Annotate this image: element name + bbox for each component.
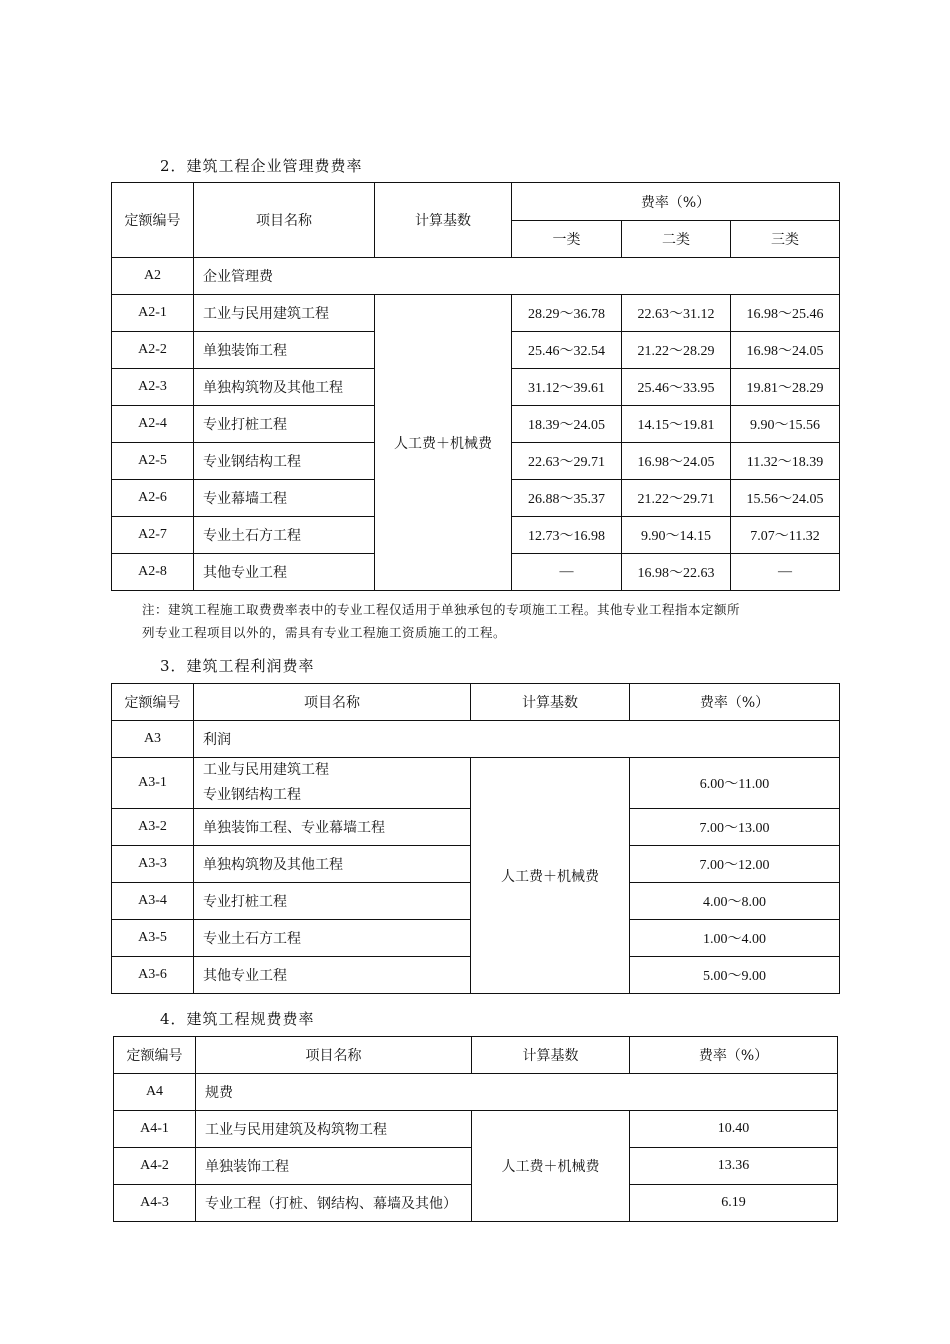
row-name: 专业打桩工程	[194, 883, 471, 920]
rate-class3: 16.98～25.46	[731, 295, 840, 332]
rate-value: 5.00～9.00	[630, 957, 840, 994]
rate-value: 13.36	[630, 1148, 838, 1185]
rate-class1: 28.29～36.78	[512, 295, 622, 332]
row-name: 其他专业工程	[194, 554, 375, 591]
rate-class1: 18.39～24.05	[512, 406, 622, 443]
row-name: 工业与民用建筑工程	[194, 295, 375, 332]
row-code: A3-4	[112, 883, 194, 920]
base-value: 人工费＋机械费	[375, 295, 512, 591]
header-rate: 费率（%）	[630, 1037, 838, 1074]
rate-class1: 26.88～35.37	[512, 480, 622, 517]
row-name: 专业钢结构工程	[194, 443, 375, 480]
row-name: 单独装饰工程	[196, 1148, 472, 1185]
rate-class2: 25.46～33.95	[622, 369, 731, 406]
table-note	[142, 598, 822, 644]
row-code: A2-3	[112, 369, 194, 406]
header-code: 定额编号	[112, 183, 194, 258]
row-code: A2-6	[112, 480, 194, 517]
rate-value: 6.19	[630, 1185, 838, 1222]
row-code: A3-3	[112, 846, 194, 883]
section3-heading: 3．建筑工程利润费率	[160, 657, 315, 675]
group-name: 利润	[194, 721, 840, 758]
rate-value: 10.40	[630, 1111, 838, 1148]
group-code: A3	[112, 721, 194, 758]
header-base: 计算基数	[472, 1037, 630, 1074]
rate-value: 6.00～11.00	[630, 758, 840, 809]
header-base: 计算基数	[375, 183, 512, 258]
rate-class2: 9.90～14.15	[622, 517, 731, 554]
rate-class2: 16.98～24.05	[622, 443, 731, 480]
header-code: 定额编号	[114, 1037, 196, 1074]
rate-value: 1.00～4.00	[630, 920, 840, 957]
row-name: 单独构筑物及其他工程	[194, 846, 471, 883]
regulatory-fee-table	[113, 1036, 838, 1222]
header-class1: 一类	[512, 221, 622, 258]
rate-class1: —	[512, 554, 622, 591]
group-name: 企业管理费	[194, 258, 840, 295]
management-fee-table	[111, 182, 840, 591]
row-name: 专业幕墙工程	[194, 480, 375, 517]
row-code: A2-8	[112, 554, 194, 591]
row-code: A2-2	[112, 332, 194, 369]
row-name: 专业土石方工程	[194, 517, 375, 554]
rate-class3: 19.81～28.29	[731, 369, 840, 406]
rate-value: 7.00～13.00	[630, 809, 840, 846]
row-code: A3-6	[112, 957, 194, 994]
row-name: 单独装饰工程、专业幕墙工程	[194, 809, 471, 846]
rate-class2: 14.15～19.81	[622, 406, 731, 443]
table-row	[112, 758, 840, 809]
row-name-line: 工业与民用建筑工程	[203, 762, 329, 778]
row-code: A3-5	[112, 920, 194, 957]
header-code: 定额编号	[112, 684, 194, 721]
header-base: 计算基数	[471, 684, 630, 721]
rate-class1: 12.73～16.98	[512, 517, 622, 554]
rate-value: 4.00～8.00	[630, 883, 840, 920]
base-value: 人工费＋机械费	[472, 1111, 630, 1222]
header-name: 项目名称	[196, 1037, 472, 1074]
row-code: A2-1	[112, 295, 194, 332]
profit-rate-table	[111, 683, 840, 994]
row-code: A2-4	[112, 406, 194, 443]
rate-class3: 16.98～24.05	[731, 332, 840, 369]
group-name: 规费	[196, 1074, 838, 1111]
rate-class2: 22.63～31.12	[622, 295, 731, 332]
section4-heading: 4．建筑工程规费费率	[160, 1010, 315, 1028]
row-name: 专业工程（打桩、钢结构、幕墙及其他）	[196, 1185, 472, 1222]
header-class2: 二类	[622, 221, 731, 258]
base-value: 人工费＋机械费	[471, 758, 630, 994]
row-code: A3-2	[112, 809, 194, 846]
header-rate: 费率（%）	[512, 183, 840, 221]
row-name: 专业土石方工程	[194, 920, 471, 957]
row-name: 单独构筑物及其他工程	[194, 369, 375, 406]
header-rate: 费率（%）	[630, 684, 840, 721]
row-name: 单独装饰工程	[194, 332, 375, 369]
rate-class2: 21.22～28.29	[622, 332, 731, 369]
row-name: 专业打桩工程	[194, 406, 375, 443]
table-row	[114, 1111, 838, 1148]
row-code: A2-5	[112, 443, 194, 480]
table-row	[112, 295, 840, 332]
header-name: 项目名称	[194, 684, 471, 721]
row-name-line: 专业钢结构工程	[203, 787, 301, 803]
row-code: A2-7	[112, 517, 194, 554]
rate-class3: 7.07～11.32	[731, 517, 840, 554]
group-code: A4	[114, 1074, 196, 1111]
row-code: A4-1	[114, 1111, 196, 1148]
rate-class1: 25.46～32.54	[512, 332, 622, 369]
row-code: A3-1	[112, 758, 194, 809]
row-name: 工业与民用建筑及构筑物工程	[196, 1111, 472, 1148]
rate-class3: 11.32～18.39	[731, 443, 840, 480]
group-code: A2	[112, 258, 194, 295]
rate-class2: 21.22～29.71	[622, 480, 731, 517]
header-class3: 三类	[731, 221, 840, 258]
rate-class2: 16.98～22.63	[622, 554, 731, 591]
row-code: A4-2	[114, 1148, 196, 1185]
rate-class3: —	[731, 554, 840, 591]
rate-class1: 31.12～39.61	[512, 369, 622, 406]
note-line: 注：建筑工程施工取费费率表中的专业工程仅适用于单独承包的专项施工工程。其他专业工程指本定额所	[142, 602, 741, 617]
header-name: 项目名称	[194, 183, 375, 258]
row-code: A4-3	[114, 1185, 196, 1222]
row-name: 其他专业工程	[194, 957, 471, 994]
rate-value: 7.00～12.00	[630, 846, 840, 883]
rate-class1: 22.63～29.71	[512, 443, 622, 480]
rate-class3: 9.90～15.56	[731, 406, 840, 443]
rate-class3: 15.56～24.05	[731, 480, 840, 517]
section2-heading: 2．建筑工程企业管理费费率	[160, 157, 363, 175]
row-name	[194, 758, 471, 809]
note-line: 列专业工程项目以外的，需具有专业工程施工资质施工的工程。	[142, 625, 507, 640]
